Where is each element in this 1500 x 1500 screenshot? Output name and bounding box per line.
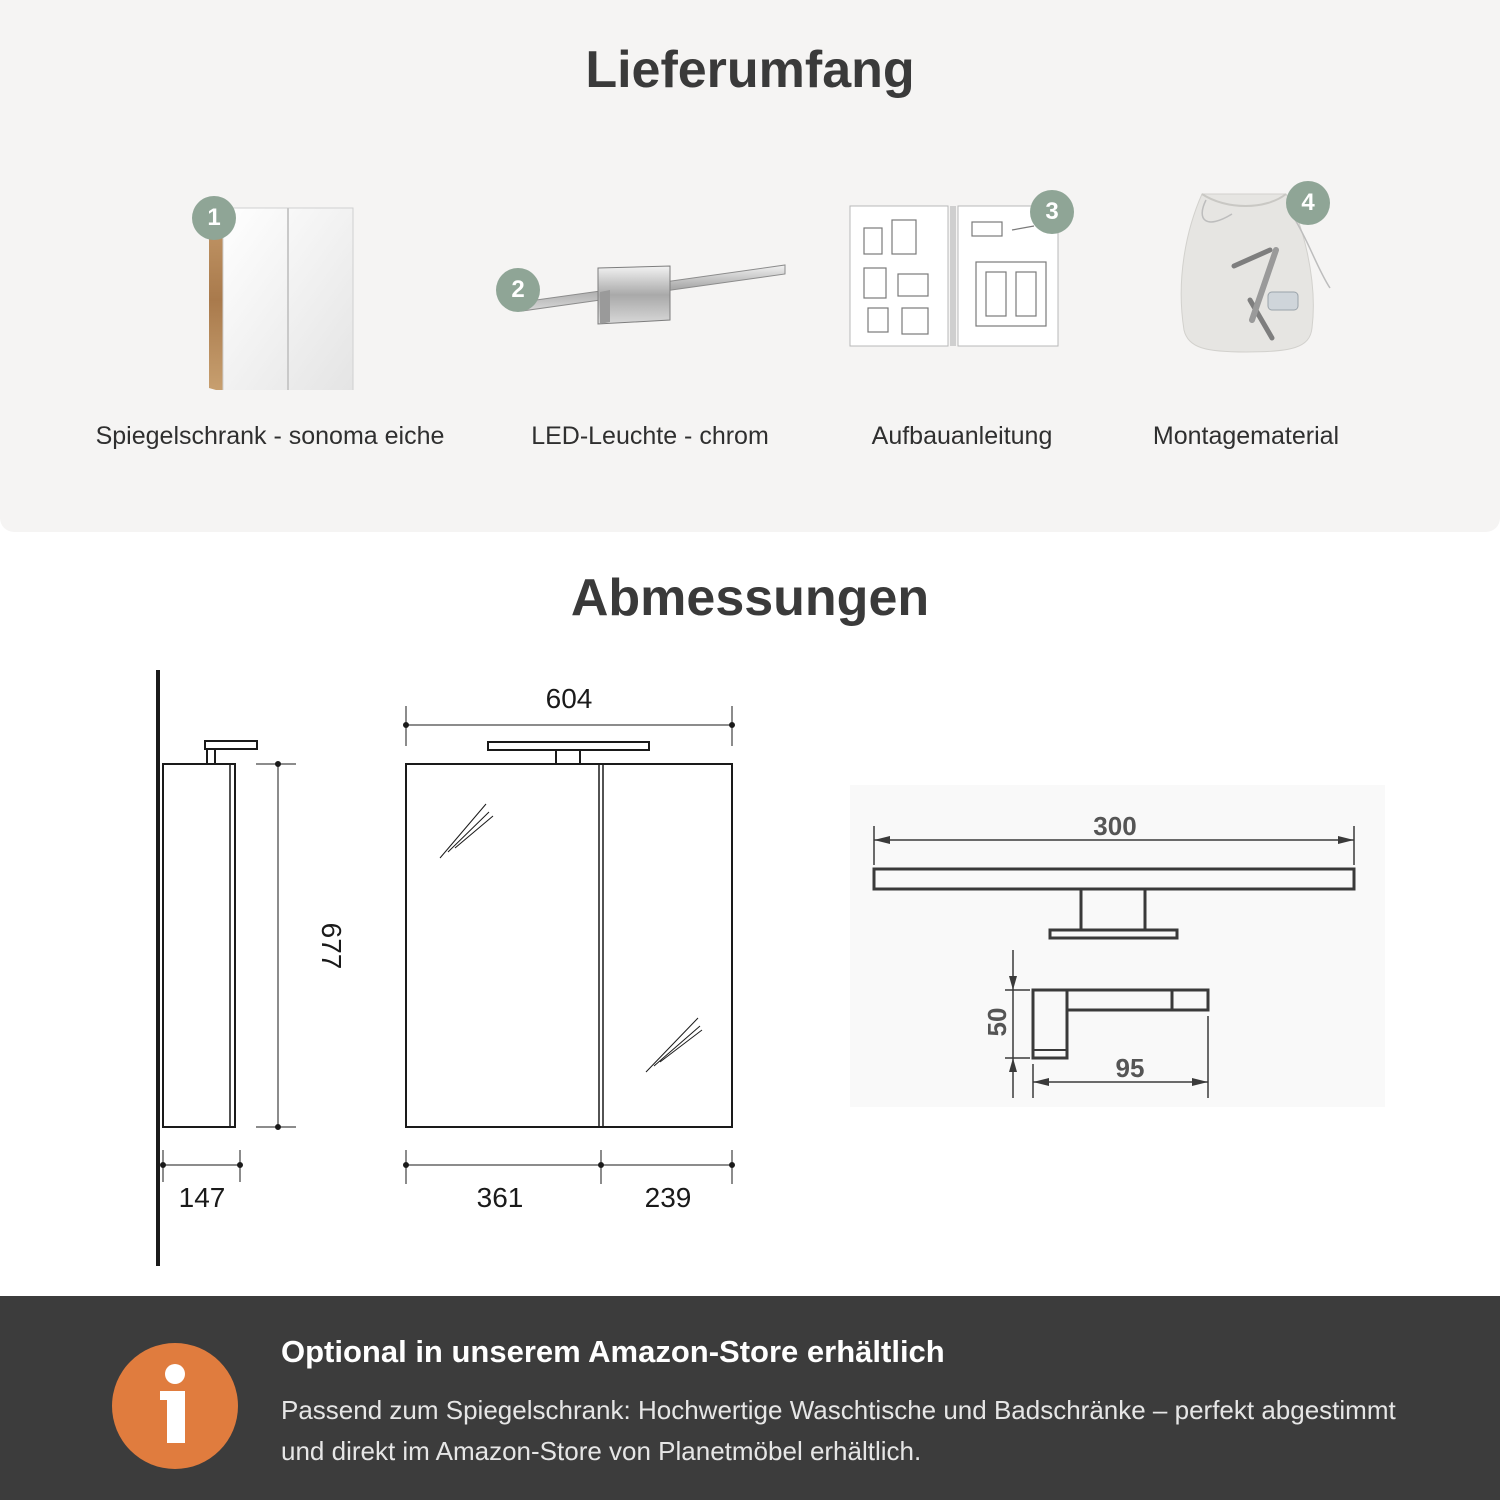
info-heading: Optional in unserem Amazon-Store erhältlich [281,1334,945,1369]
side-depth-label: 147 [178,1182,226,1213]
lamp-length-label: 300 [1093,811,1137,841]
item-number-badge: 3 [1030,190,1074,234]
front-width-label: 604 [545,683,593,714]
front-right-door-label: 239 [644,1182,692,1213]
lamp-height-label: 50 [982,1007,1012,1037]
delivery-title: Lieferumfang [585,41,915,99]
item-label: LED-Leuchte - chrom [531,422,769,450]
item-number-badge: 4 [1286,181,1330,225]
dimensions-title: Abmessungen [570,569,930,627]
info-bar [0,1296,1500,1500]
info-text: Passend zum Spiegelschrank: Hochwertige Waschtische und Badschränke – perfekt abgestimmt und direkt im Amazon-Store von Planetmöbel erhältlich. [281,1395,1396,1466]
item-number-badge: 2 [496,268,540,312]
item-label: Aufbauanleitung [871,422,1053,450]
front-left-door-label: 361 [476,1182,524,1213]
lamp-depth-label: 95 [1115,1053,1145,1083]
side-height-label: 677 [316,922,347,970]
item-number-badge: 1 [192,196,236,240]
item-label: Montagematerial [1152,422,1340,450]
front-view [404,706,735,1184]
item-label: Spiegelschrank - sonoma eiche [95,422,445,450]
info-icon [112,1343,238,1469]
side-view [158,670,296,1266]
